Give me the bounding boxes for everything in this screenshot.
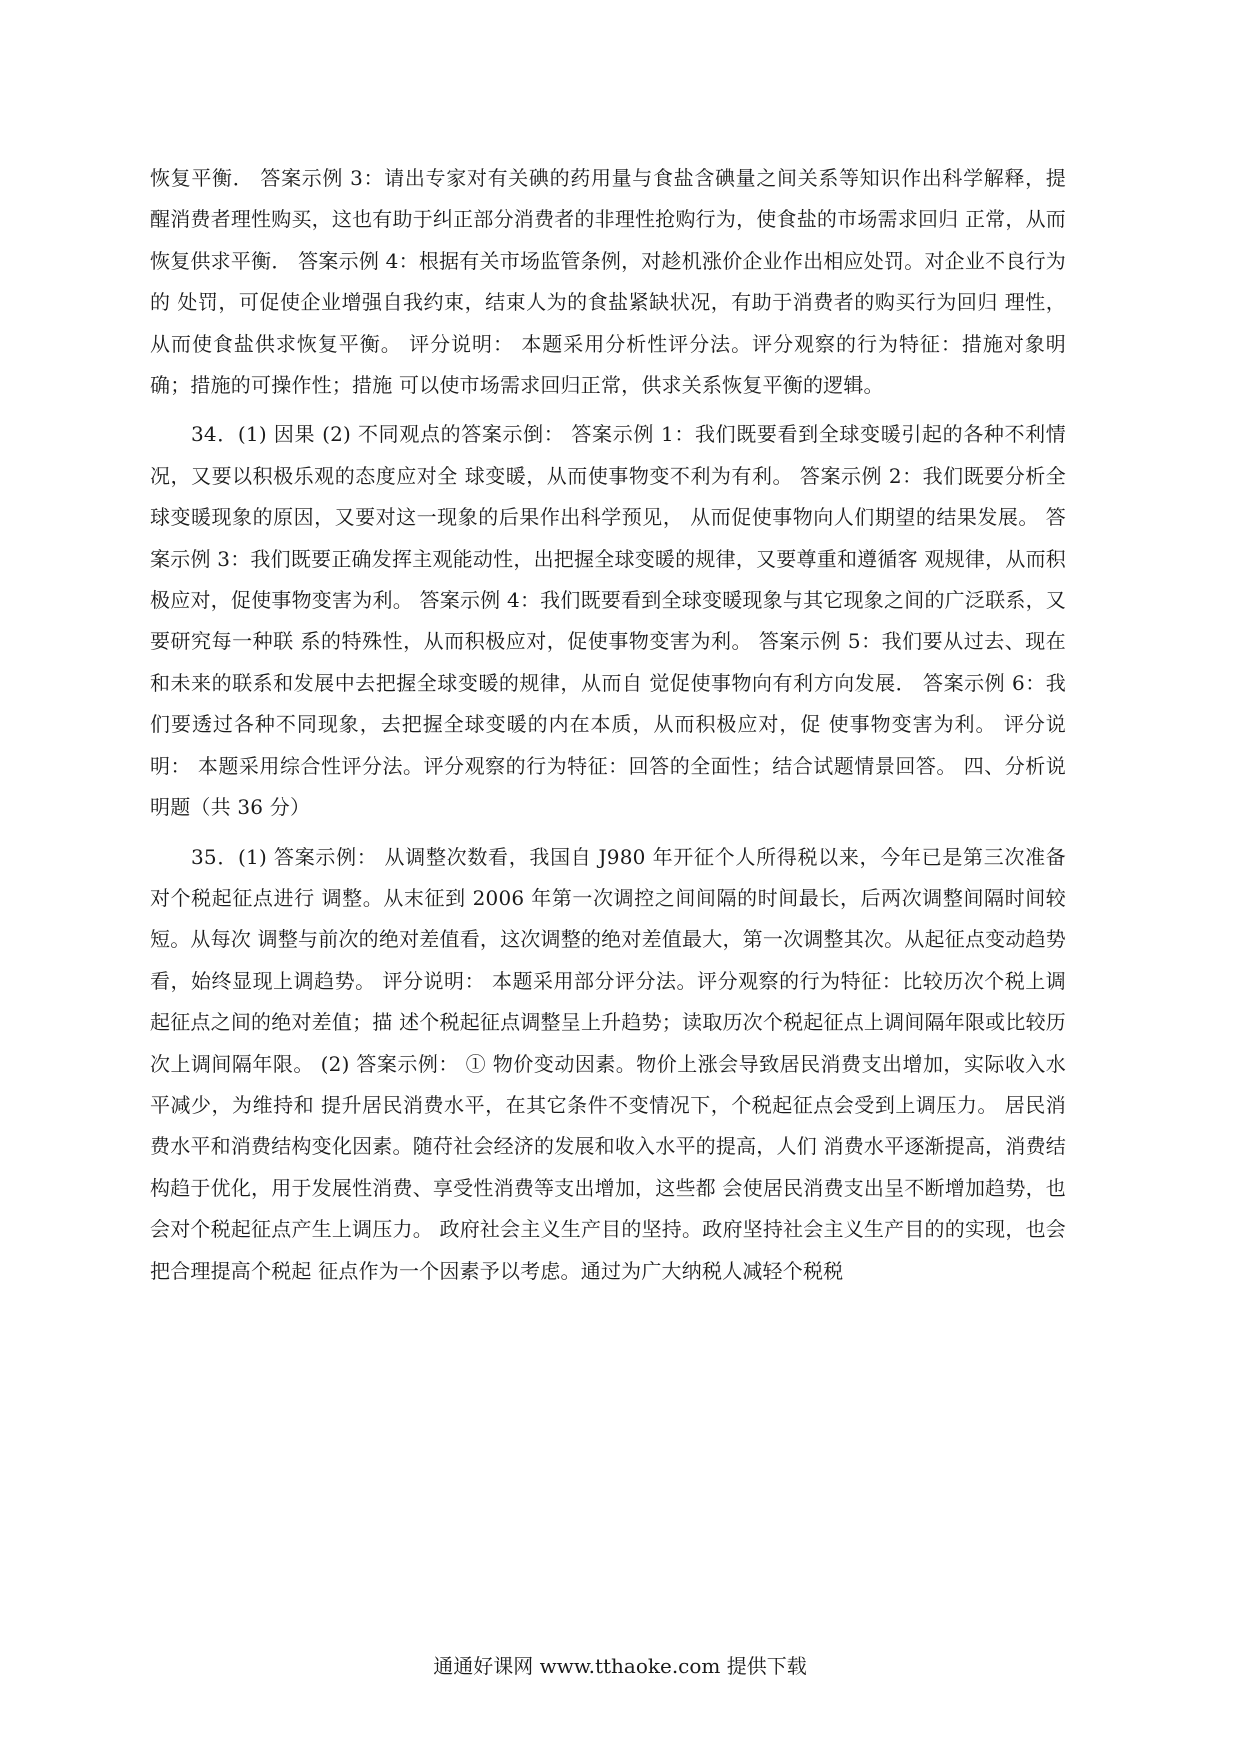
paragraph-answer-34: 34．(1) 因果 (2) 不同观点的答案示倒： 答案示例 1：我们既要看到全球变暖引起的各种不利情况，又要以积极乐观的态度应对全 球变暖，从而使事物变不利为有利。 答案示例 2：我们既要分析全球变暖现象的原因，又要对这一现象的后果作出科学预见， 从而促使事物向人们期望的结果发展。 答案示例 3：我们既要正确发挥主观能动性，出把握全球变暖的规律，又要尊重和遵循客 观规律，从而积极应对，促使事物变害为利。 答案示例 4：我们既要看到全球变暖现象与其它现象之间的广泛联系，又要研究每一种联 系的特殊性，从而积极应对，促使事物变害为利。 答案示例 5：我们要从过去、现在和未来的联系和发展中去把握全球变暖的规律，从而自 觉促使事物向有利方向发展． 答案示例 6：我们要透过各种不同现象，去把握全球变暖的内在本质，从而积极应对，促 使事物变害为利。 评分说明： 本题采用综合性评分法。评分观察的行为特征：回答的全面性；结合试题情景回答。 四、分析说明题（共 36 分） — [150, 422, 1066, 820]
page-footer: 通通好课网 www.tthaoke.com 提供下载 — [433, 1654, 807, 1678]
paragraph-answer-35: 35．(1) 答案示例： 从调整次数看，我国自 J980 年开征个人所得税以来，今年已是第三次准备对个税起征点进行 调整。从末征到 2006 年第一次调控之间间隔的时间最长，后两次调整间隔时间较短。从每次 调整与前次的绝对差值看，这次调整的绝对差值最大，第一次调整其次。从起征点变动趋势 看，始终显现上调趋势。 评分说明： 本题采用部分评分法。评分观察的行为特征：比较历次个税上调起征点之间的绝对差值；描 述个税起征点调整呈上升趋势；读取历次个税起征点上调间隔年限或比较历次上调间隔年限。 (2) 答案示例： ① 物价变动因素。物价上涨会导致居民消费支出增加，实际收入水平减少，为维持和 提升居民消费水平，在其它条件不变情况下，个税起征点会受到上调压力。 居民消费水平和消费结构变化因素。随苻社会经济的发展和收入水平的提高，人们 消费水平逐渐提高，消费结构趋于优化，用于发展性消费、享受性消费等支出增加，这些都 会使居民消费支出呈不断增加趋势，也会对个税起征点产生上调压力。 政府社会主义生产目的坚持。政府坚持社会主义生产目的的实现，也会把合理提高个税起 征点作为一个因素予以考虑。通过为广大纳税人减轻个税税 — [150, 844, 1066, 1283]
document-body — [150, 158, 1066, 1300]
paragraph-answer-33-continued: 恢复平衡． 答案示例 3：请出专家对有关碘的药用量与食盐含碘量之间关系等知识作出科学解释，提 醒消费者理性购买，这也有助于纠正部分消费者的非理性抢购行为，使食盐的市场需求回归 正常，从而恢复供求平衡． 答案示例 4：根据有关市场监管条例，对趁机涨价企业作出相应处罚。对企业不良行为的 处罚，可促使企业增强自我约束，结束人为的食盐紧缺状况，有助于消费者的购买行为回归 理性，从而使食盐供求恢复平衡。 评分说明： 本题采用分析性评分法。评分观察的行为特征：措施对象明确；措施的可操作性；措施 可以使市场需求回归正常，供求关系恢复平衡的逻辑。 — [150, 166, 1066, 398]
